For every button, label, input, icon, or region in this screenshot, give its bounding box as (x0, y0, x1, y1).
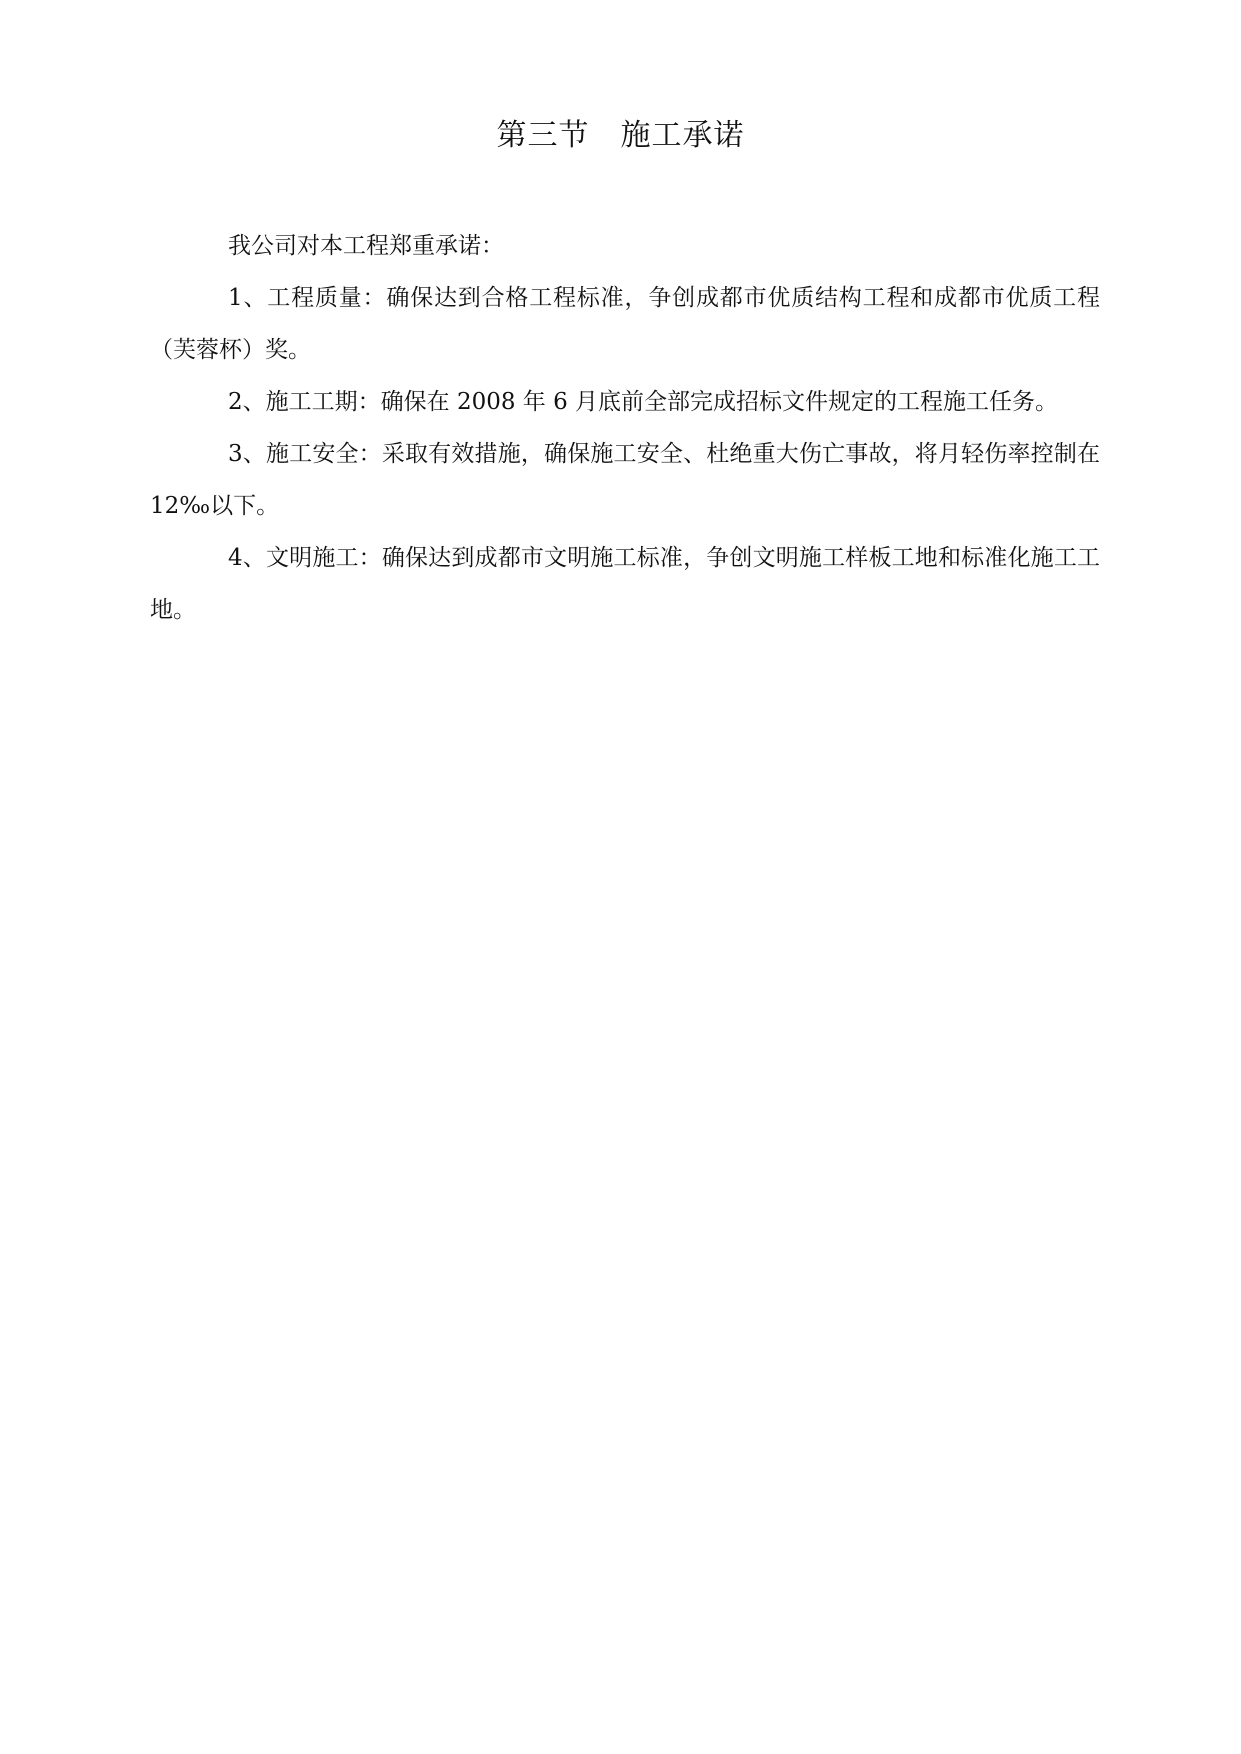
section-heading: 第三节 施工承诺 (496, 118, 745, 153)
intro-paragraph: 我公司对本工程郑重承诺： (228, 233, 504, 259)
commitment-safety: 3、施工安全：采取有效措施，确保施工安全、杜绝重大伤亡事故，将月轻伤率控制在 12‰以下。 (150, 441, 1100, 519)
commitment-quality: 1、工程质量：确保达到合格工程标准，争创成都市优质结构工程和成都市优质工程（芙蓉杯）奖。 (150, 285, 1100, 363)
commitment-schedule: 2、施工工期：确保在 2008 年 6 月底前全部完成招标文件规定的工程施工任务。 (228, 389, 1059, 415)
commitment-civilized-construction: 4、文明施工：确保达到成都市文明施工标准，争创文明施工样板工地和标准化施工工地。 (150, 545, 1100, 623)
commitment-body (150, 220, 1100, 636)
